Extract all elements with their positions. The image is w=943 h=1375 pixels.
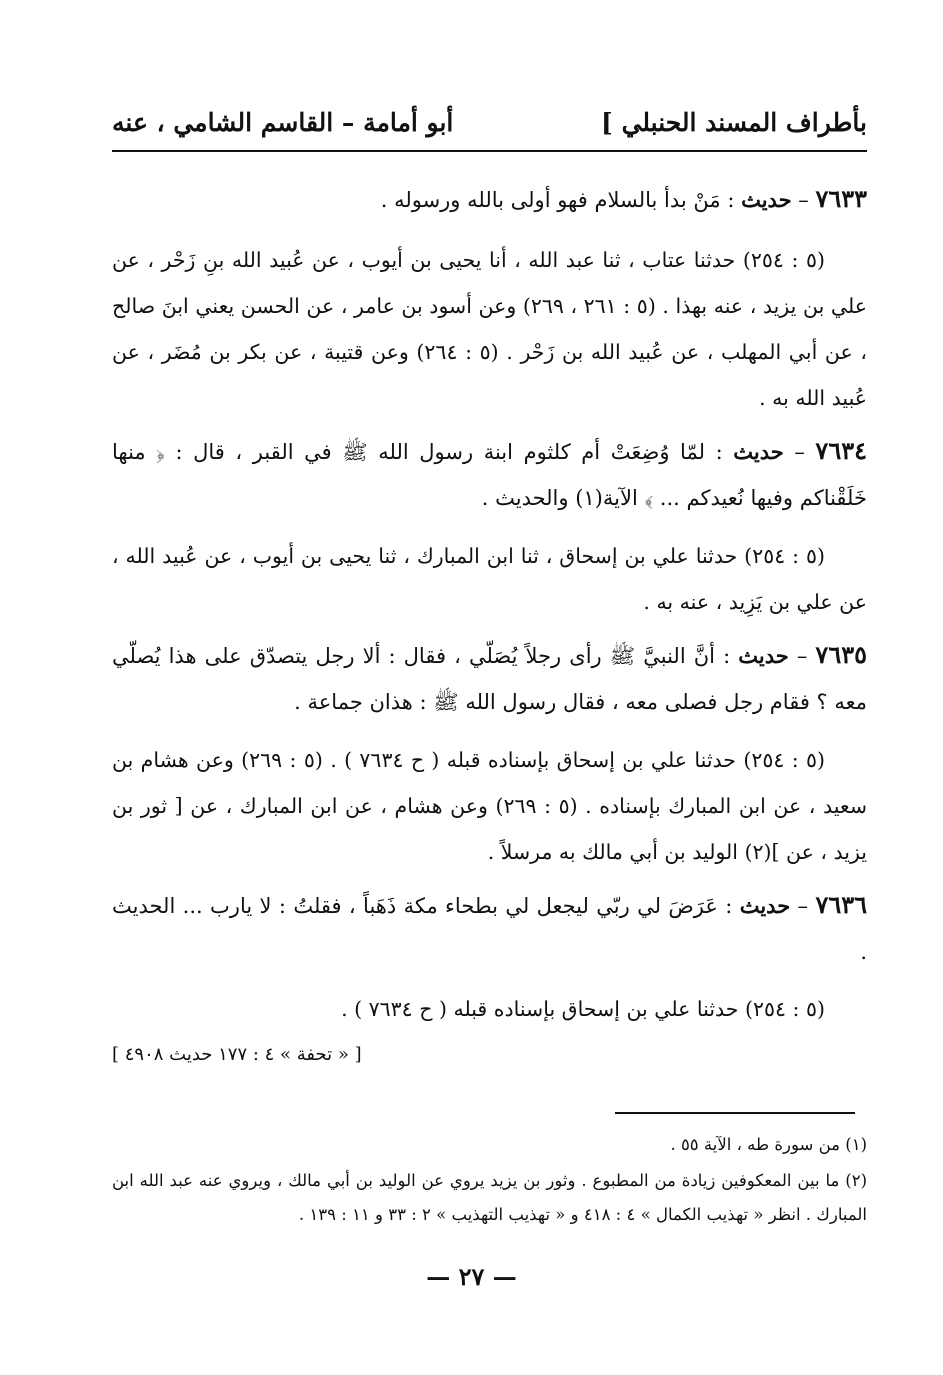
hadith-number: ٧٦٣٦ [815,890,867,919]
hadith-text: : أنَّ النبيَّ ﷺ رأى رجلاً يُصَلّي ، فقال : ألا رجل يتصدّق على هذا يُصلّي معه ؟ فقام رجل فصلى معه ، فقال رسول الله ﷺ : هذان جماعة . [112,644,867,714]
hadith-label: حديث [733,439,784,464]
running-header [112,108,867,144]
hadith-label: حديث [741,187,792,212]
hadith-source-7634: (٥ : ٢٥٤) حدثنا علي بن إسحاق ، ثنا ابن المبارك ، ثنا يحيى بن أيوب ، عن عُبيد الله ، عن علي بن يَزِيد ، عنه به . [112,544,867,614]
hadith-source-7635: (٥ : ٢٥٤) حدثنا علي بن إسحاق بإسناده قبله ( ح ٧٦٣٤ ) . (٥ : ٢٦٩) وعن هشام بن سعيد ، عن ابن المبارك بإسناده . (٥ : ٢٦٩) وعن هشام ، عن ابن المبارك ، عن [ ثور بن يزيد ، عن ](٢) الوليد بن أبي مالك به مرسلاً . [112,748,867,864]
running-header-book-title: بأطراف المسند الحنبلي ] [601,108,867,137]
hadith-text: : مَنْ بدأ بالسلام فهو أولى بالله ورسوله . [380,188,742,212]
hadith-label: حديث [738,643,789,668]
hadith-entry-7636: ٧٦٣٦ – حديث : عَرَضَ لي ربّي ليجعل لي بطحاء مكة ذَهَباً ، فقلتُ : لا يارب ... الحديث . [112,890,867,964]
hadith-source-7633: (٥ : ٢٥٤) حدثنا عتاب ، ثنا عبد الله ، أنا يحيى بن أيوب ، عن عُبيد الله بنِ زَحْر ، عن علي بن يزيد ، عنه بهذا . (٥ : ٢٦١ ، ٢٦٩) وعن أسود بن عامر ، عن الحسن يعني ابنَ صالح ، عن أبي المهلب ، عن عُبيد الله بن زَحْر . (٥ : ٢٦٤) وعن قتيبة ، عن بكر بن مُضَر ، عن عُبيد الله به . [112,248,867,410]
footnote-divider [615,1112,855,1114]
hadith-entry-7633: ٧٦٣٣ – حديث : مَنْ بدأ بالسلام فهو أولى بالله ورسوله . [380,184,867,213]
header-divider [112,150,867,152]
footnote-1: (١) من سورة طه ، الآية ٥٥ . [670,1135,867,1154]
hadith-text: : لمّا وُضِعَتْ أم كلثوم ابنة رسول الله ﷺ في القبر ، قال : ﴿ منها خَلَقْناكم وفيها نُعيدكم ... ﴾ الآية(١) والحديث . [112,440,867,510]
hadith-text: : عَرَضَ لي ربّي ليجعل لي بطحاء مكة ذَهَباً ، فقلتُ : لا يارب ... الحديث . [112,894,867,964]
footnote-2: (٢) ما بين المعكوفين زيادة من المطبوع . وثور بن يزيد يروي عن الوليد بن أبي مالك ، ويروي عنه عبد الله ابن المبارك . انظر « تهذيب الكمال » ٤ : ٤١٨ و « تهذيب التهذيب » ٢ : ٣٣ و ١١ : ١٣٩ . [112,1171,867,1224]
hadith-number: ٧٦٣٣ [815,184,867,213]
hadith-entry-7634: ٧٦٣٤ – حديث : لمّا وُضِعَتْ أم كلثوم ابنة رسول الله ﷺ في القبر ، قال : ﴿ منها خَلَقْناكم وفيها نُعيدكم ... ﴾ الآية(١) والحديث . [112,436,867,510]
hadith-label: حديث [739,893,791,918]
hadith-number: ٧٦٣٥ [815,640,867,669]
running-header-section: أبو أمامة – القاسم الشامي ، عنه [112,108,454,137]
tuhfa-reference: [ « تحفة » ٤ : ١٧٧ حديث ٤٩٠٨ ] [112,1044,362,1065]
hadith-source-7636: (٥ : ٢٥٤) حدثنا علي بن إسحاق بإسناده قبله ( ح ٧٦٣٤ ) . [341,997,825,1021]
page-number: — ٢٧ — [426,1262,517,1291]
hadith-entry-7635: ٧٦٣٥ – حديث : أنَّ النبيَّ ﷺ رأى رجلاً يُصَلّي ، فقال : ألا رجل يتصدّق على هذا يُصلّي معه ؟ فقام رجل فصلى معه ، فقال رسول الله ﷺ : هذان جماعة . [112,640,867,714]
hadith-number: ٧٦٣٤ [815,436,867,465]
